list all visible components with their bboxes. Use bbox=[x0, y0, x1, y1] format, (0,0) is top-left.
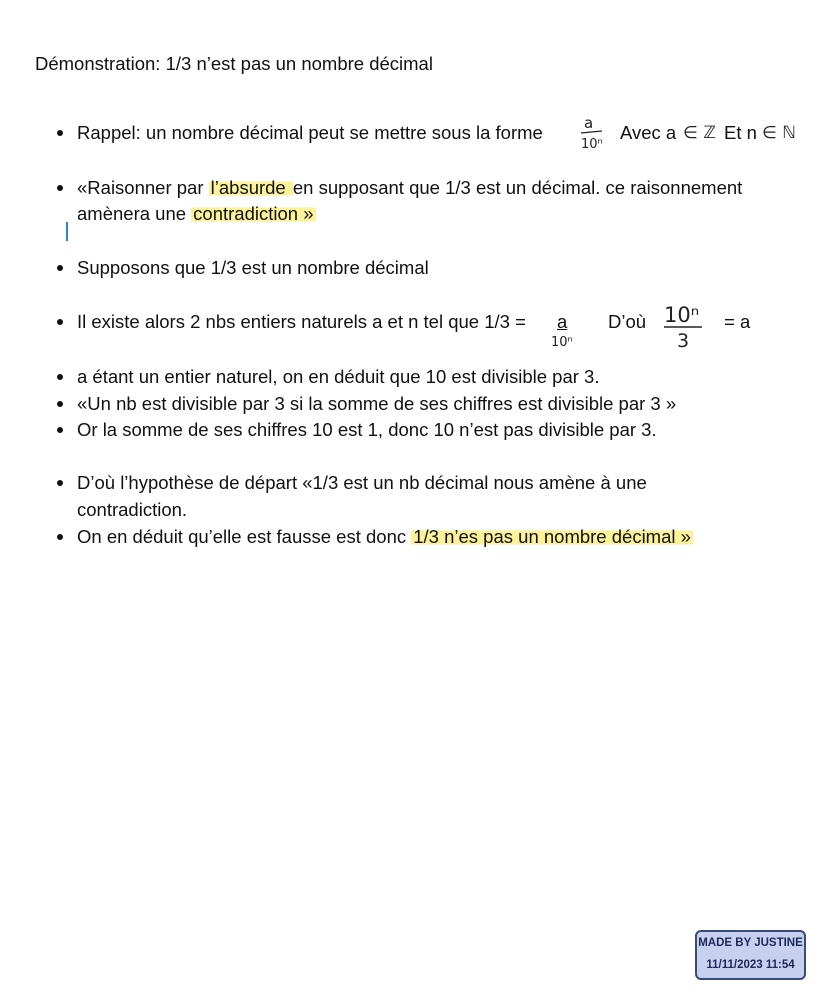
in-n-symbol: ∈ ℕ bbox=[762, 123, 796, 143]
dou-label: D’où bbox=[608, 311, 647, 332]
bullet-continuation: contradiction. bbox=[77, 499, 188, 520]
bullet-dot bbox=[57, 534, 63, 540]
bullet-dot bbox=[57, 374, 63, 380]
highlight-contradiction: contradiction » bbox=[193, 203, 314, 224]
bullet-dot bbox=[57, 480, 63, 486]
bullet-dot bbox=[57, 265, 63, 271]
bullet-dot bbox=[57, 130, 63, 136]
stamp-timestamp: 11/11/2023 11:54 bbox=[706, 959, 795, 971]
frac-den: 10ⁿ bbox=[581, 137, 603, 152]
highlight-absurde: l’absurde bbox=[210, 177, 291, 198]
handwritten-fraction-10n-over-3 bbox=[660, 300, 710, 350]
bullet-text: «Raisonner par bbox=[77, 177, 209, 198]
avec-a-label: Avec a bbox=[620, 122, 677, 143]
handwritten-fraction-a-over-10n bbox=[578, 112, 608, 154]
bullet-text: Supposons que 1/3 est un nombre décimal bbox=[77, 257, 429, 278]
bullet-text: amènera une bbox=[77, 203, 192, 224]
equals-a: = a bbox=[724, 311, 751, 332]
bullet-dot bbox=[57, 401, 63, 407]
frac-num: 10ⁿ bbox=[664, 303, 700, 327]
fraction-numerator-a: a bbox=[557, 311, 568, 332]
author-stamp bbox=[695, 930, 806, 980]
frac-num: a bbox=[584, 114, 594, 132]
bullet-text: a étant un entier naturel, on en déduit que 10 est divisible par 3. bbox=[77, 366, 600, 387]
bullet-dot bbox=[57, 185, 63, 191]
et-n-label: Et n bbox=[724, 122, 757, 143]
bullet-text: «Un nb est divisible par 3 si la somme de ses chiffres est divisible par 3 » bbox=[77, 393, 677, 414]
bullet-dot bbox=[57, 427, 63, 433]
frac-den: 3 bbox=[677, 330, 690, 350]
bullet-text: Or la somme de ses chiffres 10 est 1, donc 10 n’est pas divisible par 3. bbox=[77, 419, 657, 440]
bullet-text: D’où l’hypothèse de départ «1/3 est un nb décimal nous amène à une bbox=[77, 472, 647, 493]
fraction-denominator-10n: 10ⁿ bbox=[551, 335, 573, 350]
bullet-dot bbox=[57, 319, 63, 325]
page-title: Démonstration: 1/3 n’est pas un nombre décimal bbox=[35, 53, 433, 74]
highlight-conclusion: 1/3 n’es pas un nombre décimal » bbox=[413, 526, 691, 547]
bullet-text: On en déduit qu’elle est fausse est donc bbox=[77, 526, 412, 547]
stamp-author: MADE BY JUSTINE bbox=[698, 937, 803, 949]
text-cursor[interactable] bbox=[66, 222, 68, 241]
bullet-text: en supposant que 1/3 est un décimal. ce raisonnement bbox=[292, 177, 743, 198]
in-z-symbol: ∈ ℤ bbox=[683, 123, 716, 143]
bullet-text: Il existe alors 2 nbs entiers naturels a et n tel que 1/3 = bbox=[77, 311, 526, 332]
bullet-text: Rappel: un nombre décimal peut se mettre sous la forme bbox=[77, 122, 543, 143]
bullet-continuation bbox=[77, 203, 316, 225]
